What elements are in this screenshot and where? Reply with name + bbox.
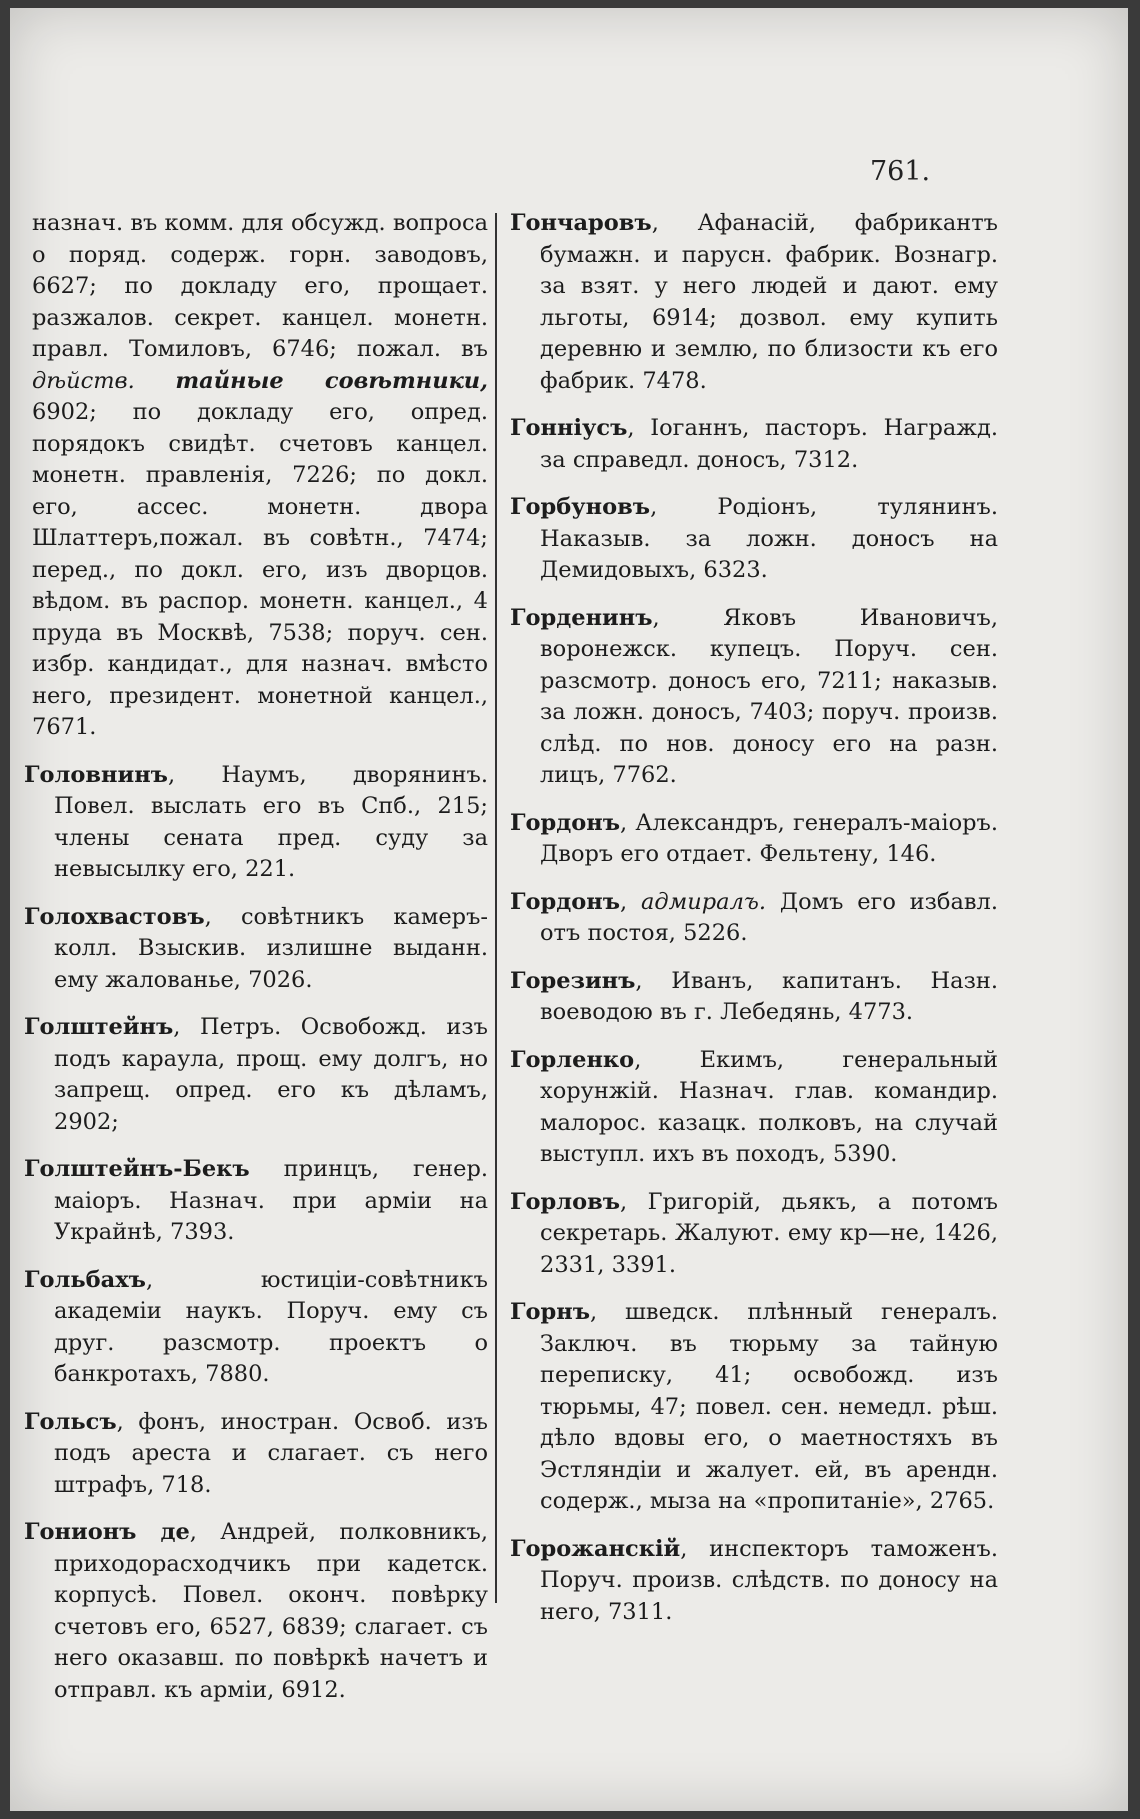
- index-entry: [510, 808, 998, 871]
- entry-text: , шведск. плѣнный генералъ. Заключ. въ тюрьму за тайную переписку, 41; освобожд. изъ тюрьмы, 47; повел. сен. немедл. рѣш. дѣло вдовы его, о маетностяхъ въ Эстляндіи и жалует. ей, въ арендн. содерж., мыза на «пропитаніе», 2765.: [540, 1299, 998, 1514]
- entry-headword: Горнъ: [510, 1299, 591, 1325]
- index-entry: Гордонъ, адмиралъ. Домъ его избавл. отъ постоя, 5226.: [510, 888, 998, 946]
- index-entry: [510, 413, 998, 476]
- entry-text: Домъ его избавл. отъ постоя, 5226.: [540, 888, 998, 946]
- entry-text: , Афанасій, фабрикантъ бумажн. и парусн. фабрик. Вознагр. за взят. у него людей и дают. ему льготы, 6914; дозвол. ему купить деревню и землю, по близости къ его фабрик. 7478.: [540, 210, 998, 394]
- entry-headword: Горленко: [510, 1046, 635, 1073]
- entry-headword: Горловъ: [510, 1188, 621, 1215]
- entry-text: , Родіонъ, тулянинъ. Наказыв. за ложн. доносъ на Демидовыхъ, 6323.: [540, 494, 998, 583]
- entry-headword: Горденинъ: [510, 604, 653, 631]
- continuation-text-2: 6902; по докладу его, опред. порядокъ свидѣт. счетовъ канцел. монетн. правленія, 7226; по докл. его, ассес. монетн. двора Шлаттеръ,пожал. въ совѣтн., 7474; перед., по докл. его, изъ дворцов. вѣдом. въ распор. монетн. канцел., 4 пруда въ Москвѣ, 7538; поруч. сен. избр. кандидат., для назнач. вмѣсто него, президент. монетной канцел., 7671.: [32, 399, 488, 740]
- index-entry: [24, 902, 488, 997]
- index-entry: [510, 603, 998, 792]
- entry-headword: Горезинъ: [510, 967, 636, 994]
- index-entry: [24, 1012, 488, 1138]
- entry-headword: Горожанскій: [510, 1535, 681, 1562]
- entry-headword: Горбуновъ: [510, 494, 651, 520]
- continuation-italic-2: тайные совѣтники,: [175, 367, 488, 394]
- entry-headword: Гольбахъ: [24, 1266, 146, 1293]
- entry-text: , Петръ. Освобожд. изъ подъ караула, прощ. ему долгъ, но запрещ. опред. его къ дѣламъ, 2902;: [54, 1014, 488, 1135]
- entry-text: , Андрей, полковникъ, приходорасходчикъ при кадетск. корпусѣ. Повел. оконч. повѣрку счетовъ его, 6527, 6839; слагает. съ него оказавш. по повѣркѣ начетъ и отправл. къ арміи, 6912.: [54, 1519, 488, 1703]
- right-column: [510, 208, 998, 1644]
- entry-text: , Екимъ, генеральный хорунжій. Назнач. глав. командир. малорос. казацк. полковъ, на случай выступл. ихъ въ походъ, 5390.: [540, 1046, 998, 1167]
- entry-text: , Александръ, генералъ-маіоръ. Дворъ его отдает. Фельтену, 146.: [540, 809, 998, 867]
- index-entry: [24, 760, 488, 886]
- entry-text: , инспекторъ таможенъ. Поруч. произв. слѣдств. по доносу на него, 7311.: [540, 1535, 998, 1625]
- entry-headword: Голохвастовъ: [24, 903, 205, 930]
- page-number: 761.: [870, 156, 931, 187]
- index-entry: [24, 1154, 488, 1249]
- entry-headword: Голштейнъ-Бекъ: [24, 1156, 250, 1182]
- entry-text: , совѣтникъ камеръ-колл. Взыскив. излишне выданн. ему жалованье, 7026.: [54, 903, 488, 993]
- entry-italic: адмиралъ.: [640, 888, 767, 915]
- column-divider: [495, 213, 497, 1603]
- index-entry: [510, 1187, 998, 1282]
- index-entry: [510, 1297, 998, 1518]
- continuation-text-1: назнач. въ комм. для обсужд. вопроса о поряд. содерж. горн. заводовъ, 6627; по докладу его, прощает. разжалов. секрет. канцел. монетн. правл. Томиловъ, 6746; пожал. въ: [32, 210, 488, 362]
- index-entry: [510, 1045, 998, 1171]
- left-column: [24, 208, 488, 1722]
- entry-text: , Яковъ Ивановичъ, воронежск. купецъ. Поруч. сен. разсмотр. доносъ его, 7211; наказыв. за ложн. доносъ, 7403; поруч. произв. слѣд. по нов. доносу его на разн. лицъ, 7762.: [540, 604, 998, 788]
- book-page: [10, 8, 1128, 1811]
- entry-text: , Іоганнъ, пасторъ. Награжд. за справедл. доносъ, 7312.: [540, 415, 998, 473]
- index-entry: [24, 1407, 488, 1502]
- entry-headword: Гордонъ: [510, 888, 621, 915]
- index-entry: [510, 208, 998, 397]
- index-entry: [510, 966, 998, 1029]
- entry-text: , юстиціи-совѣтникъ академіи наукъ. Поруч. ему съ друг. разсмотр. проектъ о банкротахъ, 7880.: [54, 1266, 488, 1387]
- entry-headword: Гонніусъ: [510, 415, 628, 441]
- index-entry: [510, 492, 998, 587]
- entry-text: , Наумъ, дворянинъ. Повел. выслать его въ Спб., 215; члены сената пред. суду за невысылку его, 221.: [54, 761, 488, 882]
- entry-headword: Гольсъ: [24, 1408, 117, 1435]
- index-entry: [510, 1534, 998, 1629]
- entry-headword: Гордонъ: [510, 809, 621, 836]
- entry-headword: Гончаровъ: [510, 210, 652, 236]
- entry-text: , Григорій, дьякъ, а потомъ секретарь. Жалуют. ему кр—не, 1426, 2331, 3391.: [540, 1188, 998, 1278]
- entry-headword: Гонионъ де: [24, 1519, 190, 1545]
- entry-text: , Иванъ, капитанъ. Назн. воеводою въ г. Лебедянь, 4773.: [540, 967, 998, 1025]
- index-entry: [24, 1265, 488, 1391]
- entry-text: , фонъ, иностран. Освоб. изъ подъ ареста и слагает. съ него штрафъ, 718.: [54, 1408, 488, 1498]
- entry-headword: Головнинъ: [24, 761, 168, 788]
- entry-headword: Голштейнъ: [24, 1014, 174, 1040]
- continuation-entry: [24, 208, 488, 744]
- continuation-italic-1: дѣйств.: [32, 367, 135, 394]
- index-entry: [24, 1517, 488, 1706]
- entry-text: принцъ, генер. маіоръ. Назнач. при арміи на Украйнѣ, 7393.: [54, 1156, 488, 1245]
- continuation-space: [135, 368, 176, 394]
